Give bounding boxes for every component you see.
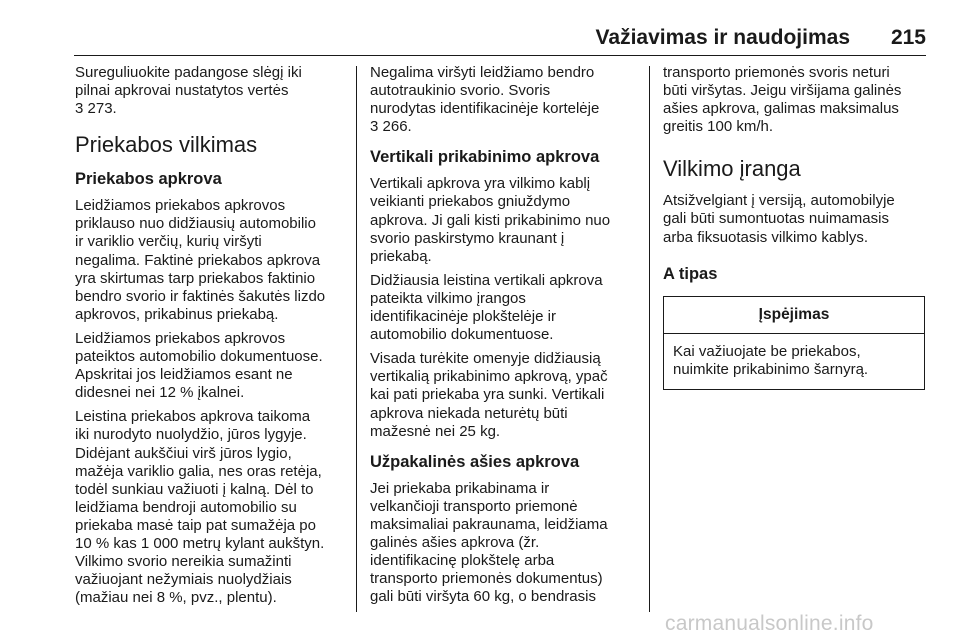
subsection-heading: Priekabos apkrova — [75, 170, 222, 189]
column-3 — [663, 64, 927, 390]
paragraph: Negalima viršyti leidžiamo bendro autotraukinio svorio. Svoris nurodytas identifikacinėje kortelėje 3 266. — [370, 64, 646, 136]
warning-box — [663, 296, 925, 390]
paragraph: Visada turėkite omenyje didžiausią vertikalią prikabinimo apkrovą, ypač kai pati priekaba yra sunki. Vertikali apkrova niekada neturėtų būti mažesnė nei 25 kg. — [370, 350, 608, 440]
subsection-heading: Vertikali prikabinimo apkrova — [370, 148, 600, 167]
page-number: 215 — [890, 26, 926, 49]
page-reference-link[interactable]: 3 266. — [370, 118, 412, 136]
paragraph: Vertikali apkrova yra vilkimo kablį veikianti priekabos gniuždymo apkrova. Ji gali kisti prikabinimo nuo svorio paskirstymo kraunant į priekabą. — [370, 175, 611, 265]
warning-text: Kai važiuojate be priekabos, nuimkite prikabinimo šarnyrą. — [673, 342, 869, 378]
column-2 — [370, 64, 646, 612]
paragraph: Leistina priekabos apkrova taikoma iki nurodyto nuolydžio, jūros lygyje. Didėjant aukščiui virš jūros lygio, mažėja variklio galia, nes oras retėja, todėl sunkiau važiuoti į kalną. Dėl to leidžiama bendroji automobilio su priekaba masė taip pat sumažėja po 10 % kas 1 000 metrų kylant aukštyn. Vilkimo svorio nereikia sumažinti važiuojant nežymiais nuolydžiais (mažiau nei 8 %, pvz., plentu). — [75, 408, 325, 607]
paragraph: Leidžiamos priekabos apkrovos priklauso nuo didžiausių automobilio ir variklio verčių, kurių viršyti negalima. Faktinė priekabos apkrova yra skirtumas tarp priekabos faktinio bendro svorio ir faktinės šakutės lizdo apkrovos, prikabinus priekabą. — [75, 197, 326, 323]
paragraph: Jei priekaba prikabinama ir velkančioji transporto priemonė maksimaliai pakraunama, leidžiama galinės ašies apkrova (žr. identifikacinę plokštelę arba transporto priemonės dokumentus) gali būti viršyta 60 kg, o bendrasis — [370, 479, 608, 606]
subsection-heading: Užpakalinės ašies apkrova — [370, 452, 580, 471]
header-rule — [74, 55, 926, 56]
paragraph: Atsižvelgiant į versiją, automobilyje gali būti sumontuotas nuimamasis arba fiksuotasis vilkimo kablys. — [663, 192, 895, 246]
paragraph: Didžiausia leistina vertikali apkrova pateikta vilkimo įrangos identifikacinėje plokštelėje ir automobilio dokumentuose. — [370, 271, 603, 344]
paragraph: transporto priemonės svoris neturi būti viršytas. Jeigu viršijama galinės ašies apkrova, galimas maksimalus greitis 100 km/h. — [663, 64, 902, 136]
section-heading: Vilkimo įranga — [663, 156, 801, 182]
warning-title: Įspėjimas — [664, 297, 924, 334]
chapter-title: Važiavimas ir naudojimas — [595, 26, 850, 49]
column-1 — [75, 64, 351, 613]
page-reference-link[interactable]: 3 273. — [75, 100, 117, 118]
column-divider — [356, 66, 357, 612]
section-heading: Priekabos vilkimas — [75, 132, 258, 158]
column-divider — [649, 66, 650, 612]
subsection-heading: A tipas — [663, 264, 718, 283]
paragraph: Leidžiamos priekabos apkrovos pateiktos automobilio dokumentuose. Apskritai jos leidžiamos esant ne didesnei nei 12 % įkalnei. — [75, 329, 323, 402]
watermark: carmanualsonline.info — [665, 612, 874, 635]
page-header — [74, 26, 926, 56]
intro-paragraph: Sureguliuokite padangose slėgį iki pilnai apkrovai nustatytos vertės 3 273. — [75, 64, 351, 118]
